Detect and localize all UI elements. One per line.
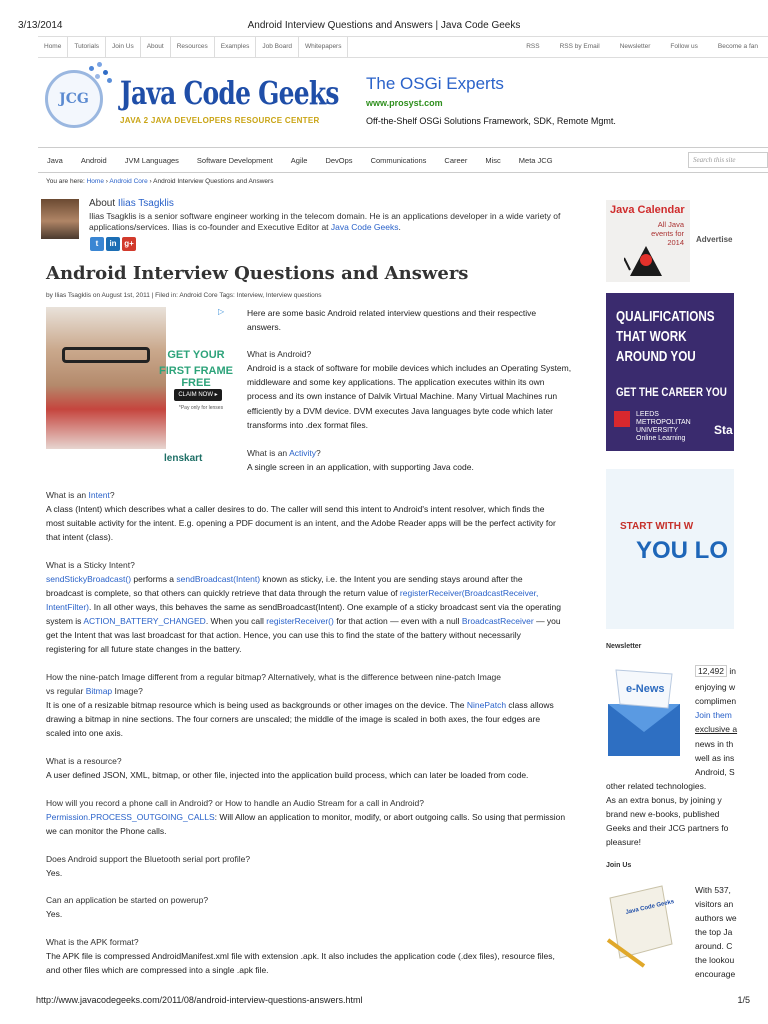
- print-page-number: 1/5: [737, 995, 750, 1005]
- you-lo-start: START WITH W: [620, 521, 694, 532]
- answer-4-line3: [46, 600, 561, 614]
- linkedin-icon[interactable]: in: [106, 237, 120, 251]
- newsletter-full-4: pleasure!: [606, 837, 641, 847]
- question-4: What is a Sticky Intent?: [46, 560, 135, 570]
- answer-2: A single screen in an application, with supporting Java code.: [247, 462, 474, 472]
- top-nav: [38, 36, 768, 58]
- question-3-end: ?: [109, 490, 115, 500]
- cat-java[interactable]: Java: [47, 155, 63, 165]
- answer-6: A user defined JSON, XML, bitmap, or other file, injected into the application build process, which can later be loaded from code.: [46, 770, 529, 780]
- cat-software-development[interactable]: Software Development: [196, 155, 273, 165]
- question-5-line1: How the nine-patch Image different from a regular bitmap? Alternatively, what is the difference between nine-patch Image: [46, 672, 502, 682]
- topnav-join-us[interactable]: Join Us: [106, 37, 141, 57]
- answer-4-text-d: . In all other ways, this behaves the same as sendBroadcast(Intent). One example of a sticky broadcast sent via the operating: [89, 602, 562, 612]
- answer-10-line2: and other files which are compressed into a single .apk file.: [46, 965, 269, 975]
- question-7: How will you record a phone call in Android? or How to handle an Audio Stream for a call in Android?: [46, 798, 424, 808]
- adchoices-icon[interactable]: ▷: [218, 307, 225, 316]
- topnav-become-fan[interactable]: Become a fan: [717, 43, 758, 50]
- topnav-newsletter[interactable]: Newsletter: [619, 43, 651, 50]
- topnav-resources[interactable]: Resources: [171, 37, 215, 57]
- answer-1-line5: transforms into .dex format files.: [247, 420, 368, 430]
- question-5-text: vs regular: [46, 686, 86, 696]
- subscriber-count: 12,492: [695, 665, 727, 677]
- leeds-ad[interactable]: [606, 293, 734, 451]
- question-3: [46, 488, 115, 502]
- ad-note: *Pay only for lenses: [178, 405, 224, 411]
- java-calendar-ad[interactable]: [606, 200, 690, 282]
- question-9: Can an application be started on powerup?: [46, 895, 209, 905]
- leeds-uni-2: METROPOLITAN: [636, 419, 691, 426]
- newsletter-full-0: other related technologies.: [606, 781, 707, 791]
- author-bio: [89, 211, 591, 233]
- question-1: What is Android?: [247, 349, 312, 359]
- intent-filter-link[interactable]: IntentFilter): [46, 602, 89, 612]
- leeds-uni-3: UNIVERSITY: [636, 427, 679, 434]
- duke-mascot-icon: [624, 244, 668, 278]
- leeds-uni-1: LEEDS: [636, 411, 659, 418]
- permission-link[interactable]: Permission.PROCESS_OUTGOING_CALLS: [46, 812, 215, 822]
- leeds-uni: [636, 411, 691, 443]
- send-sticky-broadcast-link[interactable]: sendStickyBroadcast(): [46, 574, 132, 584]
- author-avatar: [41, 199, 79, 239]
- about-label: About: [89, 198, 116, 209]
- claim-now-button[interactable]: CLAIM NOW ▸: [174, 389, 222, 401]
- answer-1-line3: process and its own instance of Dalvik Virtual Machine. Many Virtual Machines run: [247, 391, 558, 401]
- answer-5-line1: [46, 698, 554, 712]
- join-us-line-5: the lookou: [695, 955, 735, 965]
- category-nav: [38, 147, 768, 173]
- answer-4-text-g: for that action — even with a null: [333, 616, 462, 626]
- join-us-line-3: the top Ja: [695, 927, 733, 937]
- leeds-headline-2: THAT WORK: [616, 328, 687, 345]
- java-calendar-title: Java Calendar: [610, 204, 685, 216]
- breadcrumb-prefix: You are here:: [46, 178, 85, 185]
- enews-label: e-News: [626, 683, 665, 695]
- answer-4-text-c: broadcast is complete, so that others can quickly retrieve that data through the return value of: [46, 588, 400, 598]
- newsletter-line-2: complimen: [695, 696, 737, 706]
- topnav-rss-email[interactable]: RSS by Email: [559, 43, 600, 50]
- topnav-follow-us[interactable]: Follow us: [670, 43, 698, 50]
- leeds-cut-text: Sta: [714, 423, 733, 437]
- join-us-heading: Join Us: [606, 862, 632, 869]
- cat-career[interactable]: Career: [444, 155, 468, 165]
- author-heading: [89, 198, 174, 209]
- leeds-headline-3: AROUND YOU: [616, 348, 696, 365]
- question-10: What is the APK format?: [46, 937, 139, 947]
- leeds-headline: [616, 307, 715, 367]
- answer-4-line2: [46, 586, 538, 600]
- join-us-line-1: visitors an: [695, 899, 734, 909]
- newsletter-line-0: in: [729, 666, 736, 676]
- broadcast-receiver-link[interactable]: BroadcastReceiver: [461, 616, 534, 626]
- answer-4-text-e: system is: [46, 616, 84, 626]
- answer-1-line4: efficiently by a DVM device. DVM executes Java languages byte code which later: [247, 406, 553, 416]
- newsletter-line-6: well as ins: [695, 753, 735, 763]
- leeds-logo-icon: [614, 411, 630, 427]
- answer-4-line1: [46, 572, 523, 586]
- author-social: [90, 237, 136, 251]
- answer-7-line2: we can monitor the Phone calls.: [46, 826, 167, 836]
- author-bio-end: .: [398, 222, 401, 232]
- glasses-icon: [62, 347, 150, 363]
- join-us-line-6: encourage: [695, 969, 736, 979]
- article-title: Android Interview Questions and Answers: [46, 263, 469, 284]
- answer-4-text-b: known as sticky, i.e. the Intent you are sending stays around after the: [260, 574, 523, 584]
- battery-changed-link[interactable]: ACTION_BATTERY_CHANGED: [83, 616, 206, 626]
- join-us-line-2: authors we: [695, 913, 737, 923]
- lenskart-ad[interactable]: [46, 307, 236, 469]
- topnav-home[interactable]: Home: [38, 37, 68, 57]
- register-receiver-link[interactable]: registerReceiver(BroadcastReceiver,: [399, 588, 539, 598]
- answer-4-line4: [46, 614, 561, 628]
- answer-3-line3: that intent (class).: [46, 532, 114, 542]
- site-logo[interactable]: [45, 62, 339, 142]
- leeds-headline-1: QUALIFICATIONS: [616, 308, 715, 325]
- author-name-link[interactable]: Ilias Tsagklis: [117, 198, 174, 209]
- question-5-end: Image?: [112, 686, 143, 696]
- answer-5-line3: scaled into one axis.: [46, 728, 124, 738]
- print-url: http://www.javacodegeeks.com/2011/08/android-interview-questions-answers.html: [36, 995, 363, 1005]
- logo-mark: JCG: [59, 91, 89, 107]
- breadcrumb-current: Android Interview Questions and Answers: [153, 178, 274, 185]
- jcg-book-icon: [600, 880, 680, 970]
- logo-circle-icon: [45, 70, 103, 128]
- google-plus-icon[interactable]: g+: [122, 237, 136, 251]
- logo-tagline: JAVA 2 JAVA DEVELOPERS RESOURCE CENTER: [120, 116, 320, 125]
- author-bio-text: Ilias Tsagklis is a senior software engineer working in the telecom domain. He is an applications developer in a wide variety of applications/services. Ilias is co-founder and Executive Editor at: [89, 211, 561, 232]
- answer-5-line2: drawing a bitmap in nine sections. The four corners are unscaled; the middle of the image is scaled in both axes, the four edges are: [46, 714, 541, 724]
- question-8: Does Android support the Bluetooth serial port profile?: [46, 854, 251, 864]
- answer-1-line1: Android is a stack of software for mobile devices which includes an Operating System,: [247, 363, 572, 373]
- newsletter-count: [695, 664, 736, 678]
- join-us-line-4: around. C: [695, 941, 733, 951]
- topnav-tutorials[interactable]: Tutorials: [68, 37, 106, 57]
- author-bio-link[interactable]: Java Code Geeks: [330, 222, 399, 232]
- print-date: 3/13/2014: [18, 20, 63, 31]
- cat-misc[interactable]: Misc: [485, 155, 501, 165]
- newsletter-heading: Newsletter: [606, 643, 642, 650]
- cat-agile[interactable]: Agile: [290, 155, 308, 165]
- answer-4-line5: get the Intent that was last broadcast for that action. Hence, you can use this to find the state of the battery without necessarily: [46, 630, 521, 640]
- topnav-about[interactable]: About: [141, 37, 171, 57]
- join-us-line-0: With 537,: [695, 885, 731, 895]
- you-lo-big: YOU LO: [636, 537, 729, 564]
- question-2-end: ?: [315, 448, 321, 458]
- topnav-rss[interactable]: RSS: [526, 43, 540, 50]
- join-them-link[interactable]: Join them: [695, 710, 732, 720]
- newsletter-line-1: enjoying w: [695, 682, 736, 692]
- question-5-line2: [46, 684, 143, 698]
- cat-devops[interactable]: DevOps: [325, 155, 353, 165]
- newsletter-full-3: Geeks and their JCG partners fo: [606, 823, 729, 833]
- question-2-text: What is an: [247, 448, 290, 458]
- osgi-ad-title[interactable]: The OSGi Experts: [366, 74, 504, 93]
- intent-link[interactable]: Intent: [88, 490, 110, 500]
- java-calendar-sub: All Java events for 2014: [651, 220, 684, 247]
- osgi-ad-url[interactable]: www.prosyst.com: [366, 98, 443, 108]
- register-receiver-call-link[interactable]: registerReceiver(): [266, 616, 334, 626]
- answer-5-text: It is one of a resizable bitmap resource which is being used as backgrounds or other images on the device. The: [46, 700, 467, 710]
- answer-4-line6: registering for all future state changes in the battery.: [46, 644, 242, 654]
- intro-line1: Here are some basic Android related interview questions and their respective: [247, 308, 537, 318]
- answer-8: Yes.: [46, 868, 63, 878]
- print-title: Android Interview Questions and Answers | Java Code Geeks: [247, 20, 521, 31]
- newsletter-line-4[interactable]: exclusive a: [695, 724, 738, 734]
- leeds-career: GET THE CAREER YOU: [616, 385, 727, 399]
- answer-4-text-f: . When you call: [205, 616, 267, 626]
- newsletter-full-2: brand new e-books, published: [606, 809, 720, 819]
- cat-android[interactable]: Android: [80, 155, 107, 165]
- send-broadcast-link[interactable]: sendBroadcast(Intent): [176, 574, 261, 584]
- ad-brand: lenskart: [164, 453, 203, 464]
- newsletter-line-7: Android, S: [695, 767, 735, 777]
- ad-person-image: [46, 307, 166, 449]
- breadcrumb: You are here: Home › Android Core › Android Interview Questions and Answers: [46, 178, 274, 185]
- logo-name: Java Code Geeks: [120, 74, 339, 112]
- article-meta: by Ilias Tsagklis on August 1st, 2011 | Filed in: Android Core Tags: Interview, Interview questions: [46, 292, 322, 299]
- enews-envelope-icon: [602, 664, 686, 764]
- cat-jvm-languages[interactable]: JVM Languages: [124, 155, 179, 165]
- question-2: [247, 446, 321, 460]
- topnav-whitepapers[interactable]: Whitepapers: [299, 37, 349, 57]
- answer-3-line2: most suitable activity for the intent. E.g. opening a PDF document is an intent, and the Adobe Reader apps will be the perfect activity for: [46, 518, 556, 528]
- search-input[interactable]: Search this site: [688, 152, 768, 168]
- leeds-uni-4: Online Learning: [636, 435, 686, 442]
- breadcrumb-home[interactable]: Home: [86, 178, 104, 185]
- twitter-icon[interactable]: t: [90, 237, 104, 251]
- osgi-ad-desc: Off-the-Shelf OSGi Solutions Framework, SDK, Remote Mgmt.: [366, 116, 616, 126]
- ad-line2: FIRST FRAME FREE: [159, 365, 233, 389]
- answer-4-text-h: — you: [533, 616, 561, 626]
- ninepatch-link[interactable]: NinePatch: [466, 700, 507, 710]
- topnav-job-board[interactable]: Job Board: [256, 37, 299, 57]
- you-lo-ad[interactable]: [606, 469, 734, 629]
- cat-communications[interactable]: Communications: [370, 155, 427, 165]
- answer-7-text: : Will Allow an application to monitor, modify, or abort outgoing calls. So using that permission: [214, 812, 566, 822]
- answer-7-line1: [46, 810, 565, 824]
- breadcrumb-section[interactable]: Android Core: [109, 178, 148, 185]
- answer-1-line2: middleware and some key applications. The application executes within its own: [247, 377, 545, 387]
- activity-link[interactable]: Activity: [289, 448, 316, 458]
- advertise-link[interactable]: Advertise: [696, 235, 733, 244]
- bitmap-link[interactable]: Bitmap: [85, 686, 113, 696]
- newsletter-full-1: As an extra bonus, by joining y: [606, 795, 722, 805]
- ad-line1: GET YOUR: [167, 349, 225, 361]
- answer-3-line1: A class (Intent) which describes what a caller desires to do. The caller will send this intent to Android's intent resolver, which finds the: [46, 504, 545, 514]
- question-6: What is a resource?: [46, 756, 122, 766]
- topnav-examples[interactable]: Examples: [215, 37, 257, 57]
- intro-line2: answers.: [247, 322, 282, 332]
- answer-9: Yes.: [46, 909, 63, 919]
- question-3-text: What is an: [46, 490, 89, 500]
- answer-5-text-end: class allows: [506, 700, 554, 710]
- answer-10-line1: The APK file is compressed AndroidManifest.xml file with extension .apk. It also includes the application code (.dex files), resource files,: [46, 951, 555, 961]
- cat-meta-jcg[interactable]: Meta JCG: [518, 155, 553, 165]
- jcg-book-label: Java Code Geeks: [625, 898, 675, 916]
- newsletter-line-5: news in th: [695, 739, 734, 749]
- answer-4-text-a: performs a: [131, 574, 177, 584]
